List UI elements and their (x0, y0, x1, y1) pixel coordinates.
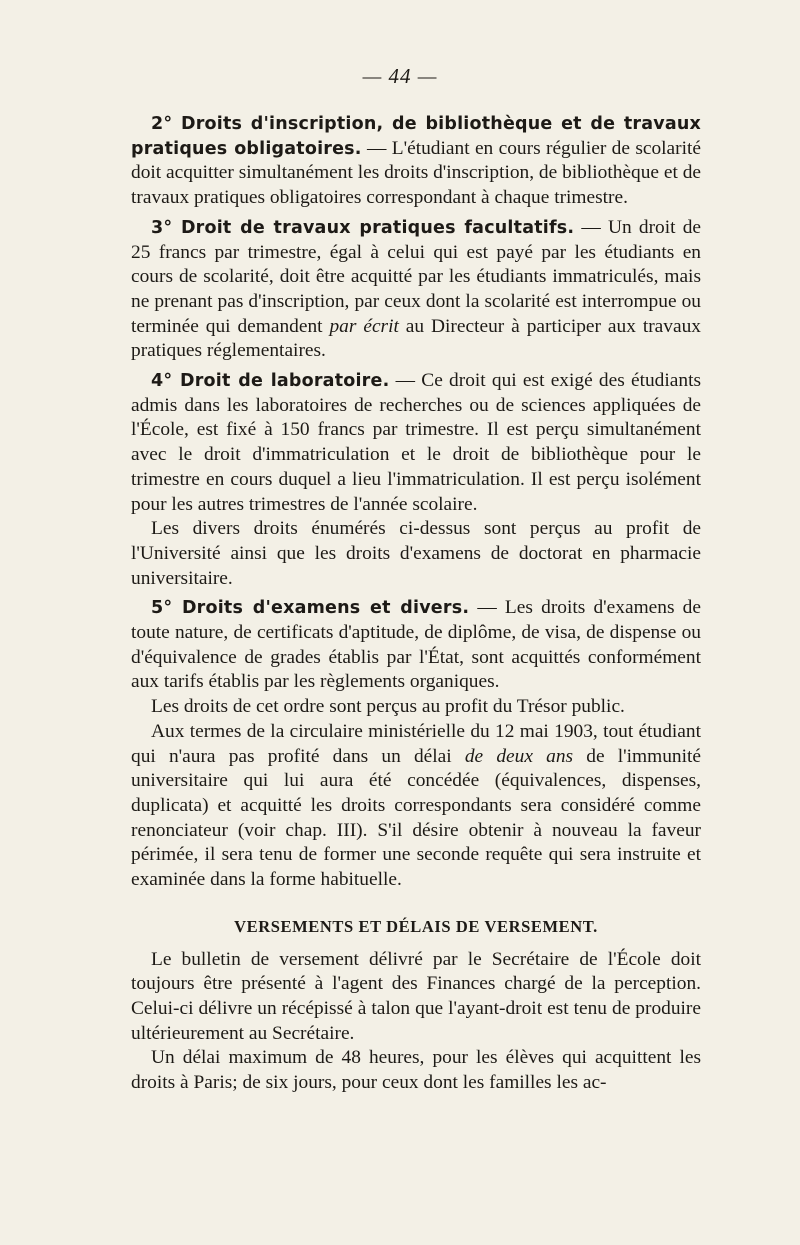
paragraph-lead: 3° Droit de travaux pratiques facultatifs. (151, 217, 575, 238)
page-number: — 44 — (362, 64, 438, 88)
paragraph-bulletin: Le bulletin de versement délivré par le Secrétaire de l'École doit toujours être présenté à l'agent des Finances chargé de la perception. Celui-ci délivre un récépissé à talon que l'ayant-droit est tenu de produire ultérieurement au Secrétaire. (131, 948, 701, 1044)
paragraph-text: au Directeur à participer aux travaux pratiques réglementaires. (131, 315, 701, 362)
paragraph-text: Aux termes de la circulaire ministérielle du 12 mai 1903, tout étudiant qui n'aura pas profité dans un délai (131, 720, 701, 767)
section-heading: VERSEMENTS ET DÉLAIS DE VERSEMENT. (234, 916, 598, 936)
paragraph-travaux-facultatifs (131, 216, 701, 364)
paragraph-lead: 5° Droits d'examens et divers. (151, 598, 470, 619)
paragraph-tresor: Les droits de cet ordre sont perçus au profit du Trésor public. (151, 696, 625, 718)
paragraph-circulaire (131, 720, 701, 893)
page-body (131, 112, 701, 1096)
paragraph-inscription (131, 112, 701, 211)
paragraph-italic-text: de deux ans (464, 745, 574, 767)
paragraph-text: — Ce droit qui est exigé des étudiants admis dans les laboratoires de recherches ou de sciences appliquées de l'École, est fixé à 150 francs par trimestre. Il est perçu simultanément avec le droit d'immatriculation et le droit de bibliothèque pour le trimestre en cours duquel a lieu l'immatriculation. Il est perçu isolément pour les autres trimestres de l'année scolaire. (131, 370, 702, 515)
paragraph-examens (131, 596, 701, 695)
paragraph-droits-universite: Les divers droits énumérés ci-dessus sont perçus au profit de l'Université ainsi que les droits d'examens de doctorat en pharmacie universitaire. (131, 518, 701, 589)
paragraph-delai: Un délai maximum de 48 heures, pour les élèves qui acquittent les droits à Paris; de six jours, pour ceux dont les familles les ac- (131, 1047, 701, 1094)
paragraph-text: — Un droit de 25 francs par trimestre, égal à celui qui est payé par les étudiants en cours de scolarité, doit être acquitté par les étudiants immatriculés, mais ne prenant pas d'inscription, par ceux dont la scolarité est interrompue ou terminée qui demandent (131, 216, 701, 337)
paragraph-italic-text: par écrit (329, 315, 399, 337)
paragraph-text: — L'étudiant en cours régulier de scolarité doit acquitter simultanément les droits d'inscription, de bibliothèque et de travaux pratiques obligatoires correspondant à chaque trimestre. (131, 137, 702, 209)
paragraph-text: de l'immunité universitaire qui lui aura été concédée (équivalences, dispenses, duplicata) et acquitté les droits correspondants sera considéré comme renonciateur (voir chap. III). S'il désire obtenir à nouveau la faveur périmée, il sera tenu de former une seconde requête qui sera instruite et examinée dans la forme habituelle. (131, 745, 701, 891)
paragraph-text: — Les droits d'examens de toute nature, de certificats d'aptitude, de diplôme, de visa, de dispense ou d'équivalence de grades établis par l'État, sont acquittés conformément aux tarifs établis par les règlements organiques. (131, 597, 701, 693)
paragraph-laboratoire (131, 369, 701, 517)
paragraph-lead: 4° Droit de laboratoire. (151, 371, 390, 392)
paragraph-lead: 2° Droits d'inscription, de bibliothèque et de travaux pratiques obligatoires. (131, 114, 701, 159)
